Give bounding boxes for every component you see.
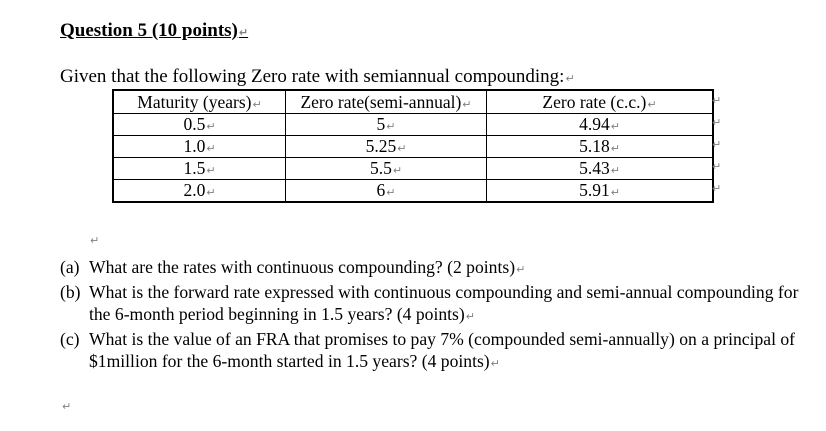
cell-mark-icon: ↵ xyxy=(206,120,216,133)
cell-mark-icon: ↵ xyxy=(386,186,396,199)
paragraph-mark-icon: ↵ xyxy=(516,263,526,276)
cell-mark-icon: ↵ xyxy=(252,97,262,111)
header-cell: Zero rate (c.c.)↵ xyxy=(487,90,714,114)
list-item xyxy=(60,256,816,281)
table-cell: 5↵ xyxy=(286,114,487,136)
row-end-mark-icon: ↵ xyxy=(712,160,722,173)
cell-mark-icon: ↵ xyxy=(386,120,396,133)
question-label: (a) xyxy=(60,257,80,277)
header-cell: Zero rate(semi-annual)↵ xyxy=(286,90,487,114)
table-cell: 6↵ xyxy=(286,180,487,203)
question-text: What is the value of an FRA that promises to pay 7% (compounded semi-annually) on a principal of $1million for the 6-month started in 1.5 years? (4 points) xyxy=(89,329,796,371)
table-cell: 1.5↵ xyxy=(113,158,286,180)
header-cell: Maturity (years)↵ xyxy=(113,90,286,114)
question-text: What are the rates with continuous compounding? (2 points) xyxy=(89,257,516,277)
zero-rate-table xyxy=(112,89,714,203)
list-item xyxy=(60,281,816,328)
cell-mark-icon: ↵ xyxy=(397,142,407,155)
row-end-mark-icon: ↵ xyxy=(712,138,722,151)
cell-mark-icon: ↵ xyxy=(610,142,620,155)
row-end-mark-icon: ↵ xyxy=(712,116,722,129)
table-cell: 2.0↵ xyxy=(113,180,286,203)
cell-mark-icon: ↵ xyxy=(392,164,403,177)
cell-mark-icon: ↵ xyxy=(610,164,620,177)
table-row xyxy=(113,114,713,136)
cell-mark-icon: ↵ xyxy=(647,97,657,111)
paragraph-mark-icon: ↵ xyxy=(465,310,475,323)
table-row xyxy=(113,180,713,203)
table-cell: 5.18↵ xyxy=(487,136,714,158)
table-cell: 5.91↵ xyxy=(487,180,714,203)
blank-line-mark-icon: ↵ xyxy=(62,400,72,413)
table-row xyxy=(113,136,713,158)
row-end-mark-icon: ↵ xyxy=(712,182,722,195)
table-row xyxy=(113,158,713,180)
table-cell: 0.5↵ xyxy=(113,114,286,136)
paragraph-mark-icon: ↵ xyxy=(565,72,575,85)
heading-text: Question 5 (10 points) xyxy=(60,20,238,41)
table-cell: 4.94↵ xyxy=(487,114,714,136)
blank-line-mark-icon: ↵ xyxy=(90,234,100,247)
cell-mark-icon: ↵ xyxy=(206,164,216,177)
intro-sentence: Given that the following Zero rate with semiannual compounding: xyxy=(60,66,565,87)
table-cell: 5.5↵ xyxy=(286,158,487,180)
table-cell: 1.0↵ xyxy=(113,136,286,158)
question-label: (c) xyxy=(60,329,80,349)
question-list xyxy=(60,256,816,375)
paragraph-mark-icon: ↵ xyxy=(238,26,249,39)
cell-mark-icon: ↵ xyxy=(610,186,620,199)
table-cell: 5.25↵ xyxy=(286,136,487,158)
cell-mark-icon: ↵ xyxy=(610,120,620,133)
cell-mark-icon: ↵ xyxy=(462,97,472,111)
table-header-row xyxy=(113,90,713,114)
table-cell: 5.43↵ xyxy=(487,158,714,180)
question-heading xyxy=(60,20,248,42)
question-label: (b) xyxy=(60,282,81,302)
cell-mark-icon: ↵ xyxy=(206,186,216,199)
intro-text xyxy=(60,66,575,88)
cell-mark-icon: ↵ xyxy=(206,142,216,155)
row-end-mark-icon: ↵ xyxy=(712,94,722,107)
paragraph-mark-icon: ↵ xyxy=(490,357,500,370)
question-text: What is the forward rate expressed with continuous compounding and semi-annual compounding for the 6-month period beginning in 1.5 years? (4 points) xyxy=(89,282,799,324)
list-item xyxy=(60,328,816,375)
